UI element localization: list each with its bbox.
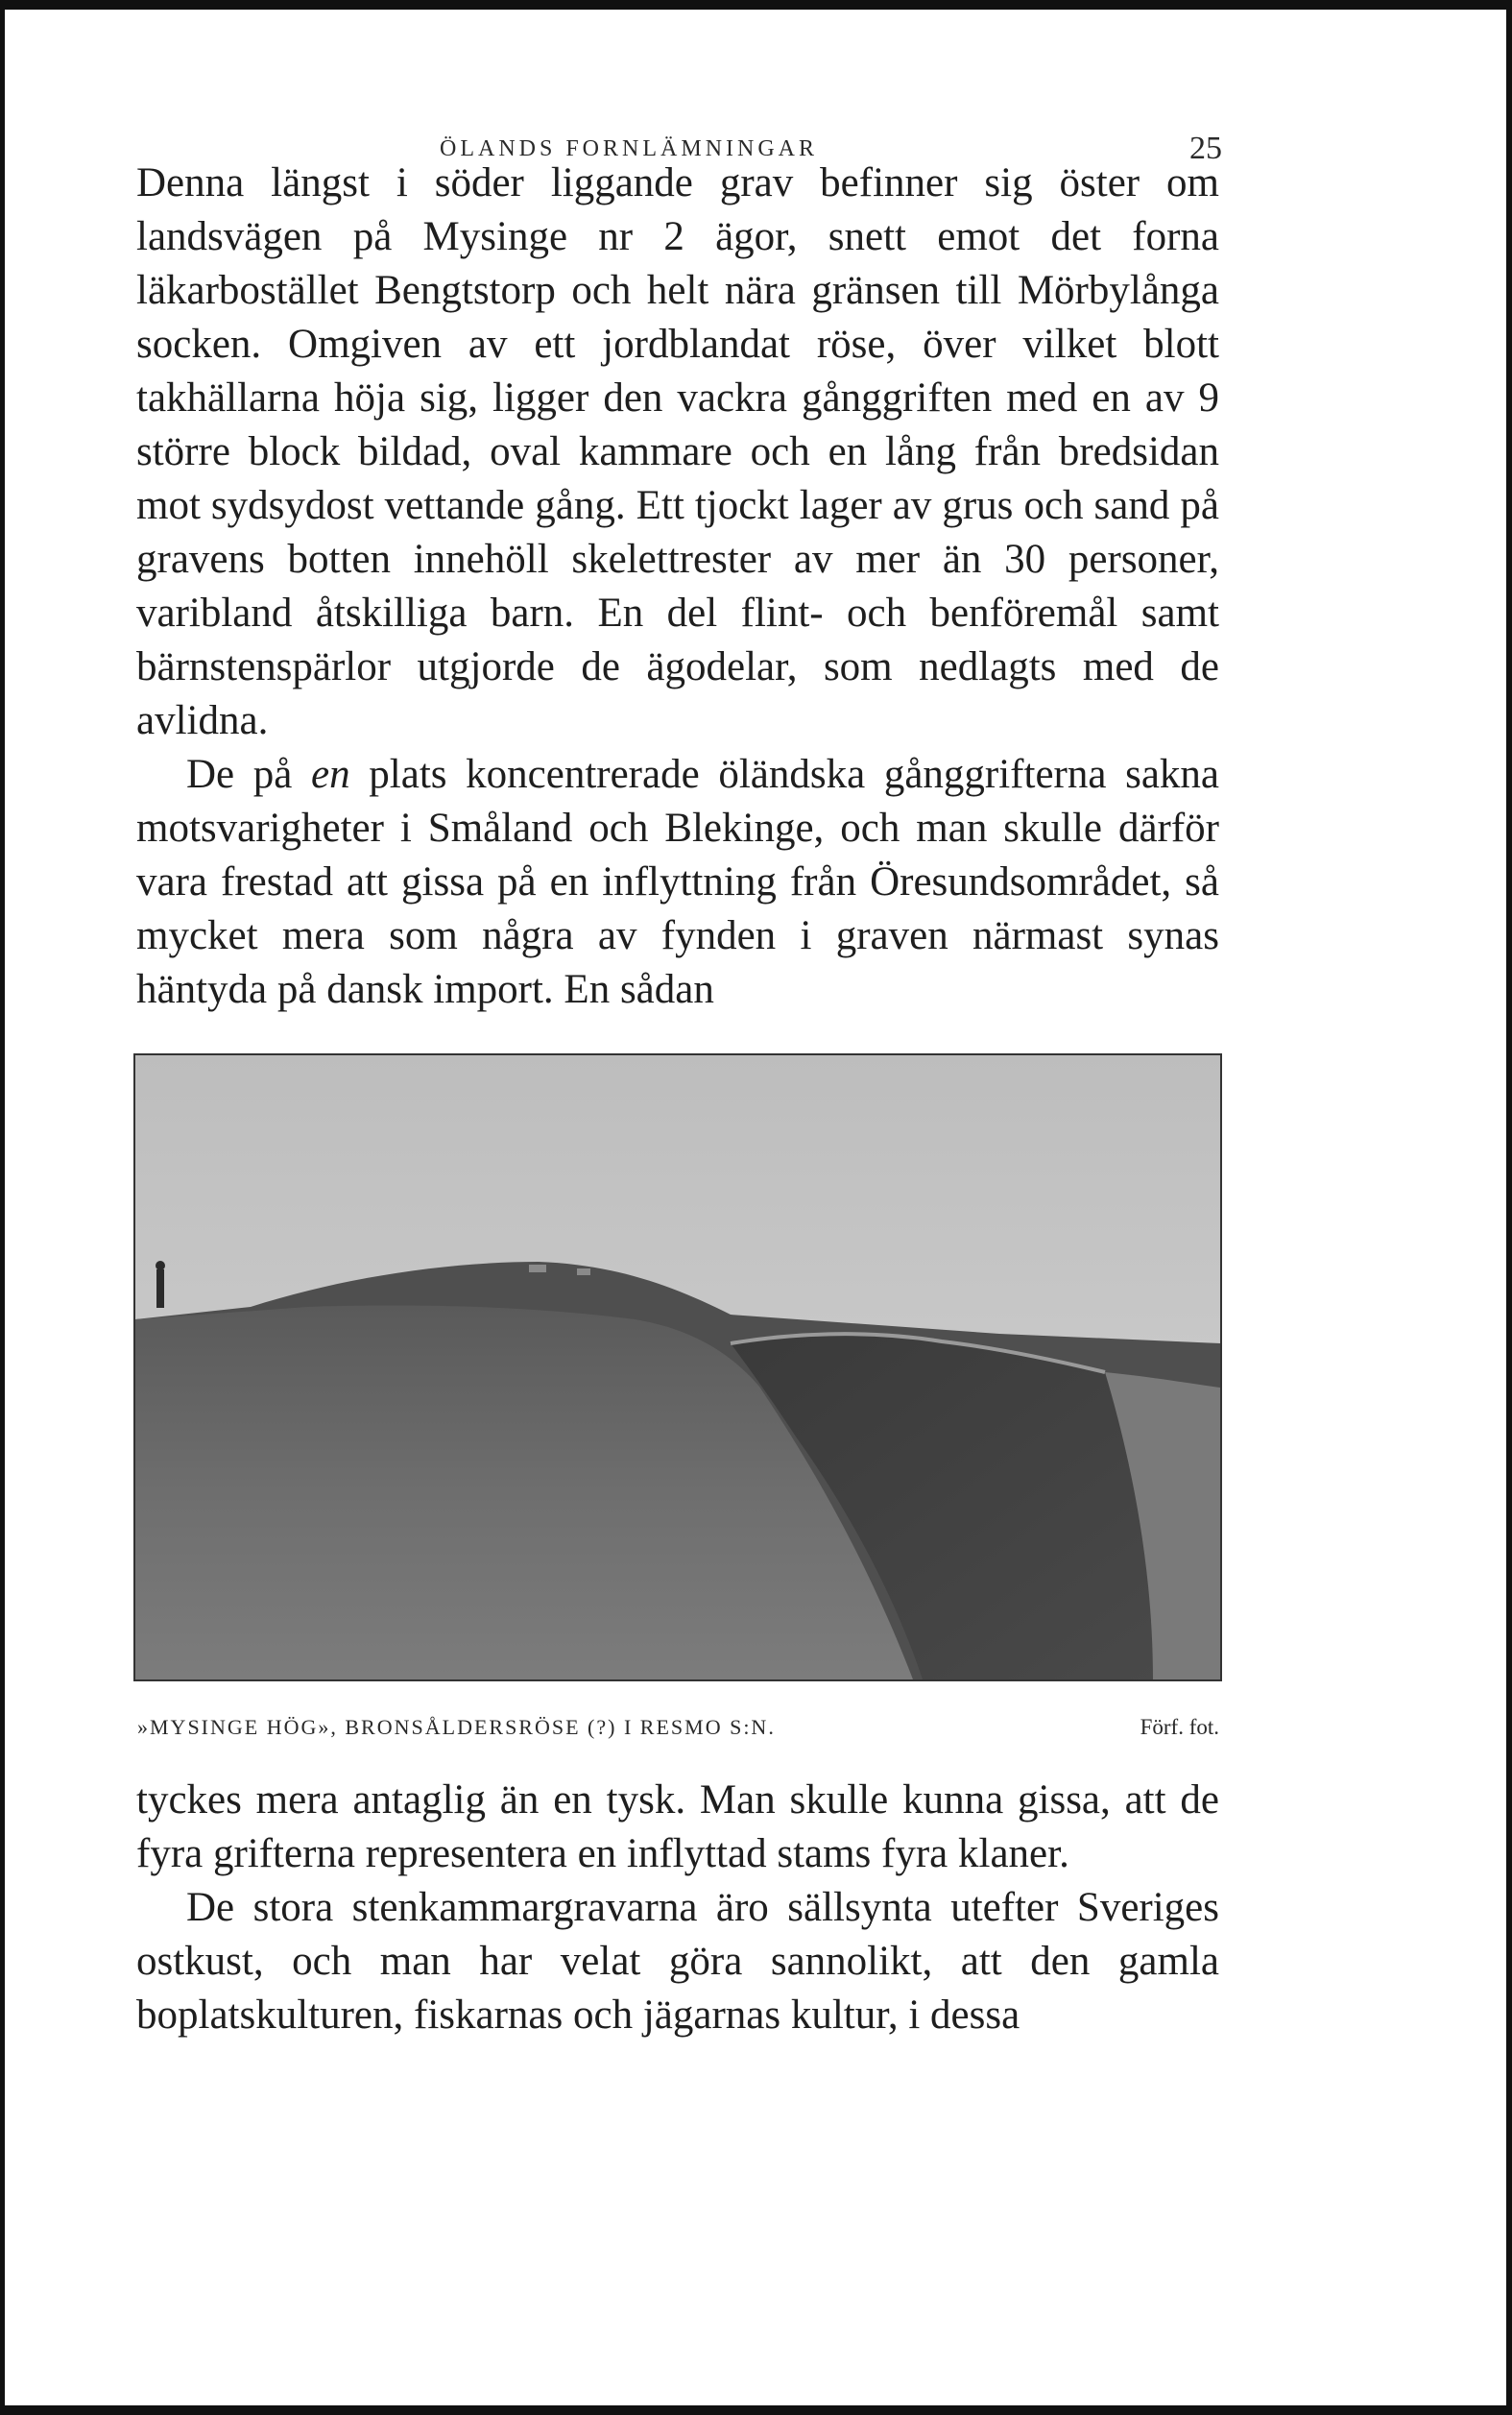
scan-border-right — [1506, 0, 1512, 2415]
scan-border-left — [0, 0, 5, 2415]
paragraph-2-start: De på — [186, 752, 312, 797]
photo-credit: Förf. fot. — [1140, 1715, 1219, 1739]
running-head: ÖLANDS FORNLÄMNINGAR — [440, 136, 819, 161]
grazing-animal — [529, 1265, 546, 1272]
paragraph-2 — [136, 748, 1219, 1017]
scan-border-top — [0, 0, 1512, 10]
standing-figure — [156, 1269, 164, 1308]
body-text-bottom — [136, 1774, 1219, 2042]
grazing-animal — [577, 1268, 590, 1275]
body-text-top — [136, 157, 1219, 1017]
figure-head — [156, 1261, 165, 1270]
scan-border-bottom — [0, 2405, 1512, 2415]
paragraph-3: tyckes mera antaglig än en tysk. Man skulle kunna gissa, att de fyra grifterna representera en inflyttad stams fyra klaner. — [136, 1777, 1219, 1876]
paragraph-4: De stora stenkammargravarna äro sällsynta utefter Sveriges ostkust, och man har velat göra sannolikt, att den gamla boplatskulturen, fiskarnas och jägarnas kultur, i dessa — [136, 1885, 1219, 2038]
caption-text: »MYSINGE HÖG», BRONSÅLDERSRÖSE (?) I RESMO S:N. — [137, 1715, 776, 1739]
paragraph-1: Denna längst i söder liggande grav befinner sig öster om landsvägen på Mysinge nr 2 ägor, snett emot det forna läkarbostället Bengtstorp och helt nära gränsen till Mörbylånga socken. Omgiven av ett jordblandat röse, över vilket blott takhällarna höja sig, ligger den vackra gånggriften med en av 9 större block bildad, oval kammare och en lång från bredsidan mot sydsydost vettande gång. Ett tjockt lager av grus och sand på gravens botten innehöll skelettrester av mer än 30 personer, varibland åtskilliga barn. En del flint- och benföremål samt bärnstenspärlor utgjorde de ägodelar, som nedlagts med de avlidna. — [136, 160, 1219, 743]
paragraph-2-rest: plats koncentrerade öländska gånggrifterna sakna motsvarigheter i Småland och Blekinge, och man skulle därför vara frestad att gissa på en inflyttning från Öresundsområdet, så mycket mera som några av fynden i graven närmast synas häntyda på dansk import. En sådan — [136, 752, 1220, 1012]
figure-caption — [137, 1715, 1219, 1740]
paragraph-2-emphasis: en — [311, 752, 350, 797]
photograph-mysinge-hog — [133, 1053, 1222, 1681]
page-number: 25 — [1189, 131, 1222, 166]
